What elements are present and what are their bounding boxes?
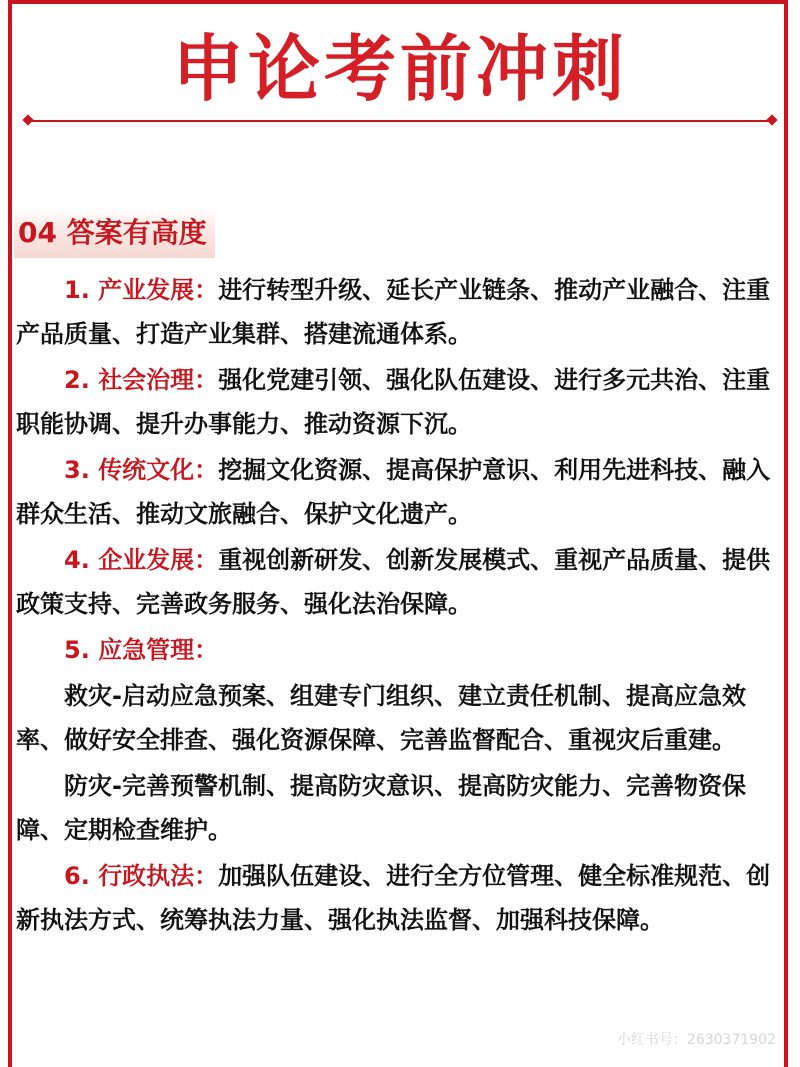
item-number: 3. <box>64 456 90 484</box>
item-text: 进行转型升级、延长产业链条、推动产业融合、注重产品质量、打造产业集群、搭建流通体系。 <box>16 276 771 348</box>
item-number: 4. <box>64 546 90 574</box>
item-label: 应急管理： <box>98 636 219 664</box>
list-item <box>16 538 786 626</box>
item-text: 强化党建引领、强化队伍建设、进行多元共治、注重职能协调、提升办事能力、推动资源下沉。 <box>16 366 771 438</box>
item-label: 行政执法： <box>98 862 219 890</box>
emergency-prevention: 防灾-完善预警机制、提高防灾意识、提高防灾能力、完善物资保障、定期检查维护。 <box>16 772 746 844</box>
list-item <box>16 448 786 536</box>
page-title: 申论考前冲刺 <box>171 27 628 111</box>
item-text: 挖掘文化资源、提高保护意识、利用先进科技、融入群众生活、推动文旅融合、保护文化遗产。 <box>16 456 771 528</box>
item-number: 6. <box>64 862 90 890</box>
item-label: 产业发展： <box>98 276 219 304</box>
answer-list <box>16 268 786 944</box>
item-label: 传统文化： <box>98 456 219 484</box>
item-number: 5. <box>64 636 90 664</box>
list-item <box>16 268 786 356</box>
list-item <box>16 628 786 672</box>
item-label: 企业发展： <box>98 546 219 574</box>
list-item <box>16 358 786 446</box>
item-label: 社会治理： <box>98 366 219 394</box>
title-divider <box>28 120 772 122</box>
item-number: 2. <box>64 366 90 394</box>
section-heading: 04 答案有高度 <box>14 208 215 258</box>
item-text: 加强队伍建设、进行全方位管理、健全标准规范、创新执法方式、统筹执法力量、强化执法监督、加强科技保障。 <box>16 862 771 934</box>
watermark: 小红书号：2630371902 <box>616 1032 776 1048</box>
item-number: 1. <box>64 276 90 304</box>
emergency-rescue: 救灾-启动应急预案、组建专门组织、建立责任机制、提高应急效率、做好安全排查、强化资源保障、完善监督配合、重视灾后重建。 <box>16 682 746 754</box>
list-item <box>16 854 786 942</box>
item-text: 重视创新研发、创新发展模式、重视产品质量、提供政策支持、完善政务服务、强化法治保障。 <box>16 546 771 618</box>
